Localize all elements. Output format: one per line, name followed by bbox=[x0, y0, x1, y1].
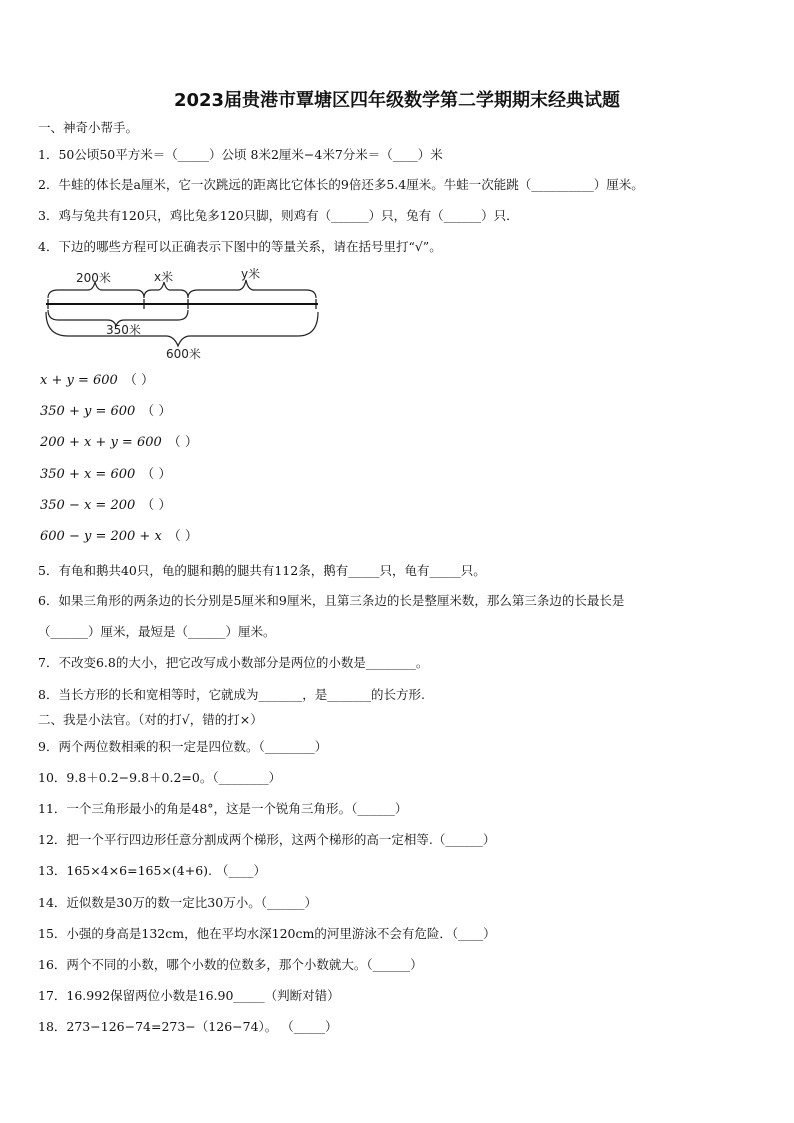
question-14: 14．近似数是30万的数一定比30万小。（______） bbox=[38, 895, 317, 910]
question-8: 8．当长方形的长和宽相等时，它就成为_______，是_______的长方形. bbox=[38, 687, 425, 702]
question-4: 4．下边的哪些方程可以正确表示下图中的等量关系，请在括号里打“√”。 bbox=[38, 239, 442, 254]
question-6-line-2: （______）厘米，最短是（______）厘米。 bbox=[38, 624, 276, 639]
label-600: 600米 bbox=[166, 347, 201, 361]
page-title: 2023届贵港市覃塘区四年级数学第二学期期末经典试题 bbox=[173, 90, 621, 111]
question-12: 12．把一个平行四边形任意分割成两个梯形，这两个梯形的高一定相等.（______） bbox=[38, 832, 496, 847]
label-200: 200米 bbox=[76, 271, 111, 285]
question-5: 5．有龟和鹅共40只，龟的腿和鹅的腿共有112条，鹅有_____只，龟有_____只。 bbox=[38, 563, 486, 578]
segment-diagram bbox=[38, 268, 323, 363]
equation-6: 600 − y = 200 + x （ ） bbox=[40, 529, 198, 544]
label-y: y米 bbox=[241, 268, 261, 281]
question-16: 16．两个不同的小数，哪个小数的位数多，那个小数就大。（______） bbox=[38, 957, 423, 972]
question-15: 15．小强的身高是132cm，他在平均水深120cm的河里游泳不会有危险．（____） bbox=[38, 926, 496, 941]
label-350: 350米 bbox=[106, 323, 141, 337]
label-x: x米 bbox=[154, 270, 174, 284]
section-heading-2: 二、我是小法官。（对的打√，错的打×） bbox=[38, 712, 263, 727]
question-3: 3．鸡与兔共有120只，鸡比兔多120只脚，则鸡有（______）只，兔有（______）只． bbox=[38, 208, 519, 223]
question-6-line-1: 6．如果三角形的两条边的长分别是5厘米和9厘米，且第三条边的长是整厘米数，那么第三条边的长最长是 bbox=[38, 593, 625, 608]
question-7: 7．不改变6.8的大小，把它改写成小数部分是两位的小数是________。 bbox=[38, 655, 429, 670]
equation-4: 350 + x = 600 （ ） bbox=[40, 467, 172, 482]
equation-3: 200 + x + y = 600 （ ） bbox=[40, 435, 198, 450]
equation-2: 350 + y = 600 （ ） bbox=[40, 404, 172, 419]
question-1: 1．50公顷50平方米＝（_____）公顷 8米2厘米−4米7分米＝（____）米 bbox=[38, 147, 443, 162]
question-13: 13．165×4×6=165×(4+6). （____） bbox=[38, 863, 267, 878]
question-11: 11．一个三角形最小的角是48°，这是一个锐角三角形。（______） bbox=[38, 801, 408, 816]
brace-600 bbox=[46, 312, 318, 346]
question-9: 9．两个两位数相乘的积一定是四位数。（________） bbox=[38, 739, 328, 754]
equation-5: 350 − x = 200 （ ） bbox=[40, 498, 172, 513]
section-heading-1: 一、神奇小帮手。 bbox=[38, 120, 139, 135]
question-17: 17．16.992保留两位小数是16.90_____（判断对错） bbox=[38, 988, 340, 1003]
question-10: 10．9.8＋0.2−9.8＋0.2=0。（________） bbox=[38, 770, 282, 785]
question-18: 18．273−126−74=273−（126−74）。 （_____） bbox=[38, 1019, 338, 1034]
brace-y bbox=[188, 280, 316, 298]
equation-1: x + y = 600 （ ） bbox=[40, 373, 154, 388]
brace-x bbox=[144, 282, 188, 298]
question-2: 2．牛蛙的体长是a厘米，它一次跳远的距离比它体长的9倍还多5.4厘米。牛蛙一次能跳（__________）厘米。 bbox=[38, 177, 644, 192]
